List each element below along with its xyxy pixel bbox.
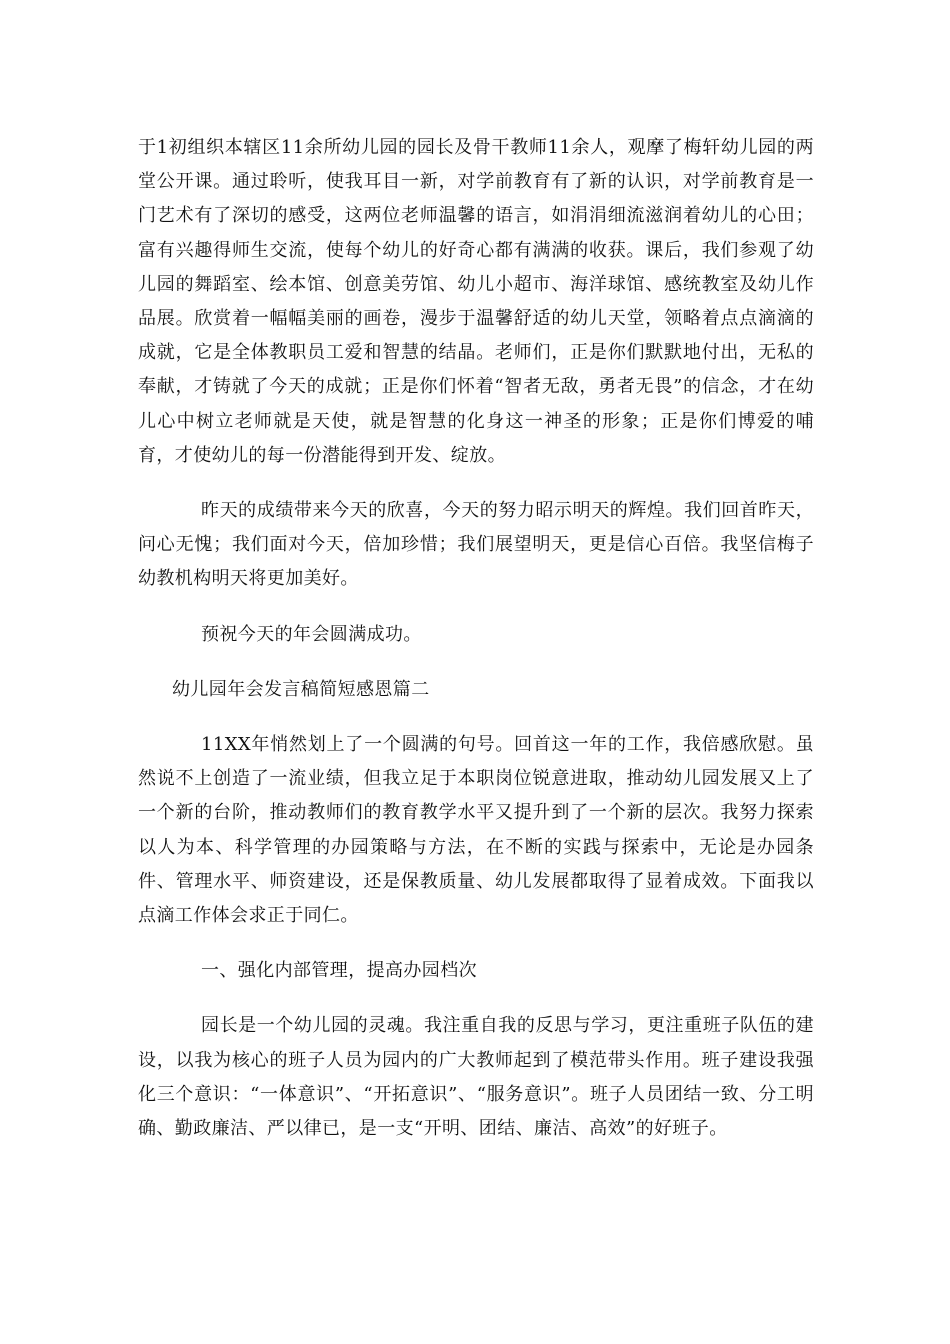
paragraph-looking-forward: 昨天的成绩带来今天的欣喜，今天的努力昭示明天的辉煌。我们回首昨天，问心无愧；我们面对今天，倍加珍惜；我们展望明天，更是信心百倍。我坚信梅子幼教机构明天将更加美好。 [138, 500, 814, 590]
paragraph-observation-summary: 于1初组织本辖区11余所幼儿园的园长及骨干教师11余人，观摩了梅轩幼儿园的两堂公开课。通过聆听，使我耳目一新，对学前教育有了新的认识，对学前教育是一门艺术有了深切的感受，这两位老师温馨的语言，如涓涓细流滋润着幼儿的心田；富有兴趣得师生交流，使每个幼儿的好奇心都有满满的收获。课后，我们参观了幼儿园的舞蹈室、绘本馆、创意美劳馆、幼儿小超市、海洋球馆、感统教室及幼儿作品展。欣赏着一幅幅美丽的画卷，漫步于温馨舒适的幼儿天堂，领略着点点滴滴的成就，它是全体教职员工爱和智慧的结晶。老师们，正是你们默默地付出，无私的奉献，才铸就了今天的成就；正是你们怀着“智者无敌，勇者无畏”的信念，才在幼儿心中树立老师就是天使，就是智慧的化身这一神圣的形象；正是你们博爱的哺育，才使幼儿的每一份潜能得到开发、绽放。 [138, 137, 814, 466]
document-body [138, 131, 814, 1146]
paragraph-wishes: 预祝今天的年会圆满成功。 [201, 623, 422, 645]
paragraph-leadership-team: 园长是一个幼儿园的灵魂。我注重自我的反思与学习，更注重班子队伍的建设，以我为核心的班子人员为园内的广大教师起到了模范带头作用。班子建设我强化三个意识：“一体意识”、“开拓意识”、“服务意识”。班子人员团结一致、分工明确、勤政廉洁、严以律已，是一支“开明、团结、廉洁、高效”的好班子。 [138, 1015, 814, 1140]
heading-internal-management: 一、强化内部管理，提高办园档次 [201, 960, 477, 982]
section-title-part-two: 幼儿园年会发言稿简短感恩篇二 [172, 678, 430, 700]
paragraph-year-review: 11XX年悄然划上了一个圆满的句号。回首这一年的工作，我倍感欣慰。虽然说不上创造了一流业绩，但我立足于本职岗位锐意进取，推动幼儿园发展又上了一个新的台阶，推动教师们的教育教学水平又提升到了一个新的层次。我努力探索以人为本、科学管理的办园策略与方法，在不断的实践与探索中，无论是办园条件、管理水平、师资建设，还是保教质量、幼儿发展都取得了显着成效。下面我以点滴工作体会求正于同仁。 [138, 734, 814, 927]
